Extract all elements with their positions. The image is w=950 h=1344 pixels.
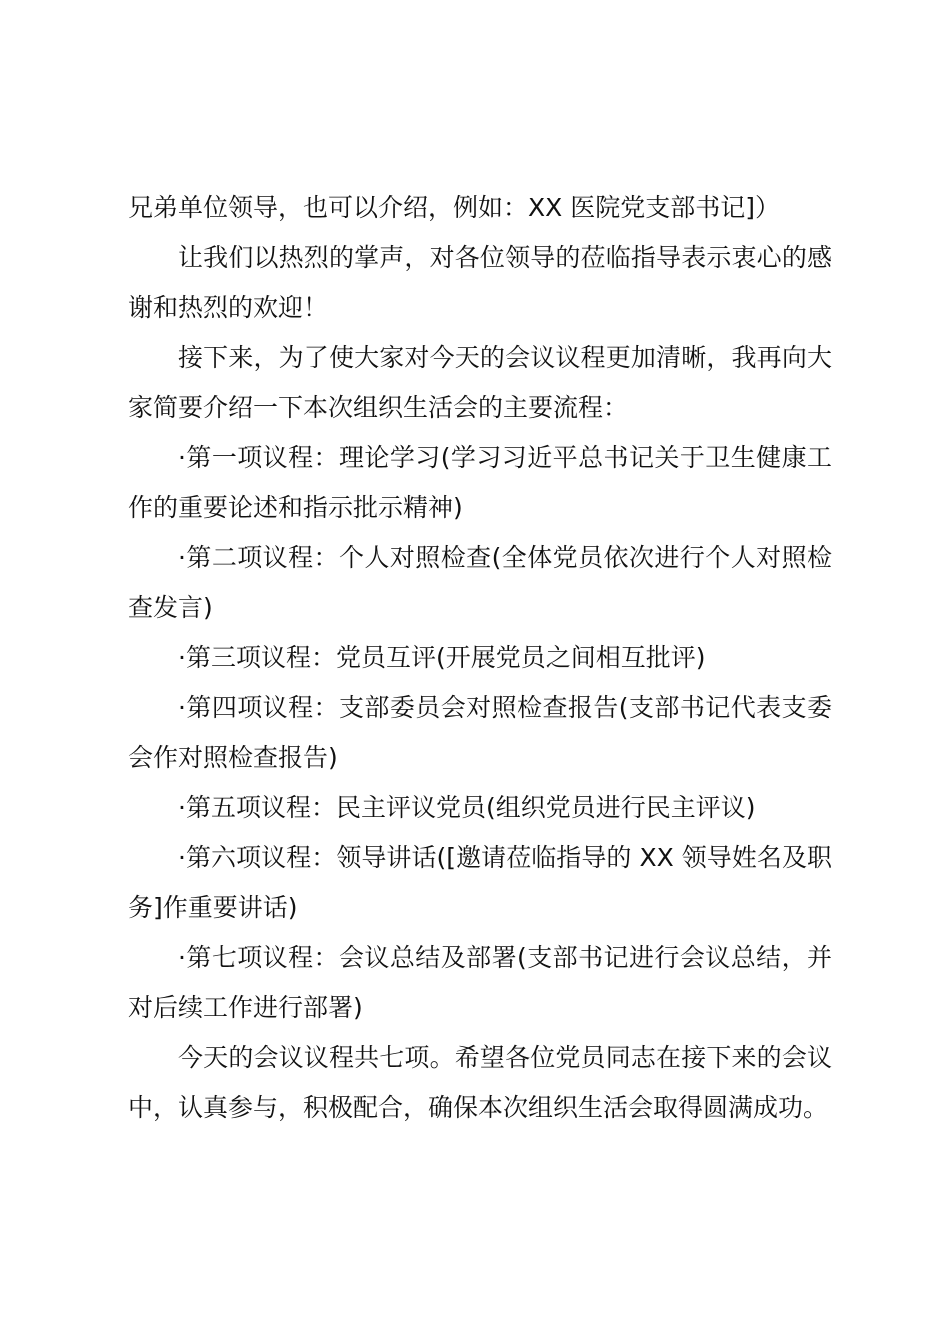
paragraph-intro-continuation: 兄弟单位领导，也可以介绍，例如：XX 医院党支部书记]） [128,193,780,222]
paragraph-welcome: 让我们以热烈的掌声，对各位领导的莅临指导表示衷心的感谢和热烈的欢迎！ [128,243,832,322]
agenda-item-5: ·第五项议程：民主评议党员(组织党员进行民主评议) [178,793,756,822]
agenda-item-2: ·第二项议程：个人对照检查(全体党员依次进行个人对照检查发言) [128,543,832,622]
agenda-item-6: ·第六项议程：领导讲话([邀请莅临指导的 XX 领导姓名及职务]作重要讲话) [128,843,832,922]
agenda-item-3: ·第三项议程：党员互评(开展党员之间相互批评) [178,643,706,672]
paragraph-closing: 今天的会议议程共七项。希望各位党员同志在接下来的会议中，认真参与，积极配合，确保本次组织生活会取得圆满成功。 [128,1043,832,1122]
document-body [128,183,832,1133]
agenda-item-7: ·第七项议程：会议总结及部署(支部书记进行会议总结，并对后续工作进行部署) [128,943,832,1022]
agenda-item-4: ·第四项议程：支部委员会对照检查报告(支部书记代表支委会作对照检查报告) [128,693,832,772]
agenda-item-1: ·第一项议程：理论学习(学习习近平总书记关于卫生健康工作的重要论述和指示批示精神) [128,443,832,522]
paragraph-agenda-intro: 接下来，为了使大家对今天的会议议程更加清晰，我再向大家简要介绍一下本次组织生活会的主要流程： [128,343,832,422]
